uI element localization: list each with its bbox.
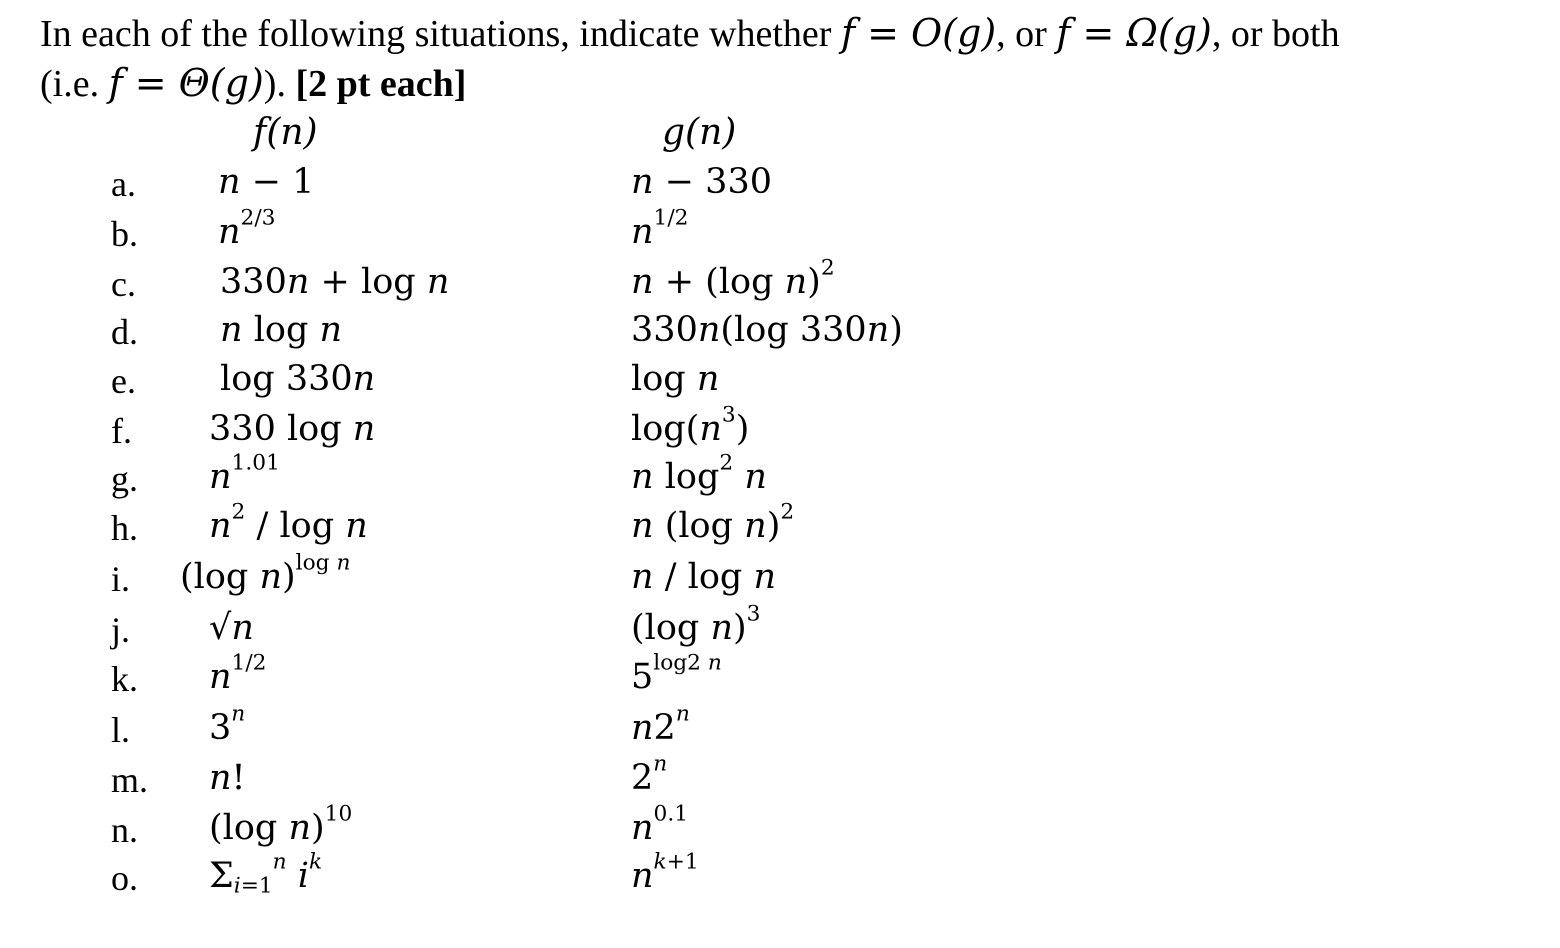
g-expression: n (log n)$^2$ (631, 499, 795, 546)
problem-statement-line-2: (i.e. f = Θ(g)). [2 pt each] (40, 61, 467, 105)
row-letter: i. (111, 559, 131, 599)
row-letter: a. (111, 164, 136, 204)
row-letter: k. (111, 659, 138, 699)
g-expression: $5^{log2 n}$ (631, 650, 722, 697)
f-expression: log 330n (220, 359, 376, 399)
g-expression: $n^{0.1}$ (631, 801, 689, 848)
f-expression: n! (209, 758, 246, 798)
row-letter: o. (111, 858, 138, 898)
row-letter: h. (111, 508, 138, 548)
f-expression: (log n)$^{log n}$ (180, 550, 351, 597)
problem-statement (40, 8, 1540, 108)
row-letter: e. (111, 361, 136, 401)
equals-theta: = (122, 61, 179, 105)
table-row (0, 158, 1560, 206)
g-expression: n $\log^2 n$ (631, 450, 767, 497)
table-row (0, 601, 1560, 652)
f-expression: $n^{1.01}$ (209, 450, 280, 497)
equals-repeat: = (1070, 11, 1127, 55)
table-row (0, 255, 1560, 306)
g-expression: 330n(log 330n) (631, 310, 903, 350)
row-letter: b. (111, 214, 138, 254)
f-expression: √n (209, 608, 254, 648)
table-row (0, 402, 1560, 453)
g-expression: $n^{1/2}$ (631, 205, 689, 252)
row-letter: n. (111, 810, 138, 850)
f-expression: (log n)$^{10}$ (209, 801, 353, 848)
row-letter: d. (111, 312, 138, 352)
table-row (0, 450, 1560, 501)
table-row (0, 355, 1560, 403)
table-row (0, 751, 1560, 802)
f-expression: 330n + log n (220, 262, 450, 302)
f-expression: $\Sigma_{i=1}^n$ $i^k$ (209, 849, 323, 899)
f-expression: n − 1 (218, 162, 315, 202)
table-row (0, 306, 1560, 354)
table-row (0, 849, 1560, 900)
f-symbol-repeat: f (1056, 11, 1071, 55)
g-expression: $\log(n^3)$ (631, 402, 750, 449)
f-expression: $n^{1/2}$ (209, 650, 267, 697)
g-expression: n / log n (631, 557, 776, 597)
g-column-header: g(n) (662, 112, 737, 153)
g-expression: (log n)$^3$ (631, 601, 761, 648)
points-note: [2 pt each] (295, 63, 467, 105)
f-column-header: f(n) (253, 112, 318, 153)
table-row (0, 499, 1560, 550)
table-row (0, 801, 1560, 852)
row-letter: m. (111, 760, 149, 800)
problem-statement-line-1: In each of the following situations, indicate whether f = O(g), or f = Ω(g), or both (40, 11, 1340, 55)
row-letter: c. (111, 264, 136, 304)
row-letter: j. (111, 610, 131, 650)
g-expression: $n^{k+1}$ (631, 849, 699, 896)
row-letter: g. (111, 459, 138, 499)
f-symbol-theta: f (108, 61, 123, 105)
g-expression: n2$^n$ (631, 701, 690, 748)
f-expression: $n^2$ / log n (209, 499, 368, 546)
g-expression: n + (log n)$^2$ (631, 255, 835, 302)
f-expression: 3$^n$ (209, 701, 246, 748)
f-expression: $n^{2/3}$ (218, 205, 276, 252)
f-expression: n log n (220, 310, 343, 350)
row-letter: l. (111, 710, 131, 750)
table-row (0, 205, 1560, 256)
row-letter: f. (111, 411, 132, 451)
f-expression: 330 log n (209, 409, 376, 449)
g-expression: log n (631, 359, 720, 399)
table-row (0, 550, 1560, 601)
table-row (0, 701, 1560, 752)
g-expression: 2$^n$ (631, 751, 668, 798)
table-row (0, 650, 1560, 701)
g-expression: n − 330 (631, 162, 772, 202)
